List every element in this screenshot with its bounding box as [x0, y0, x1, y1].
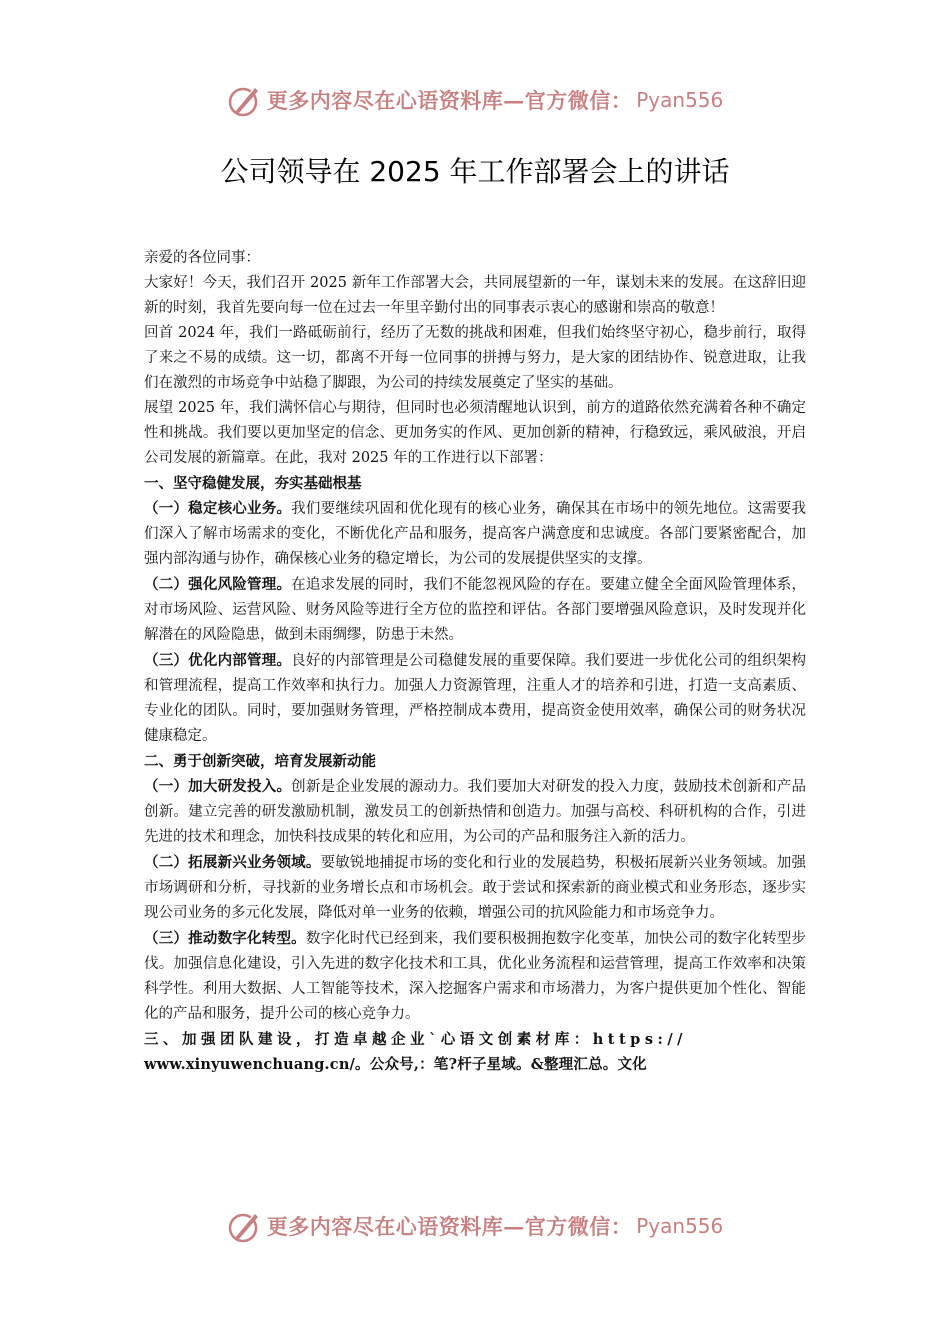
list-item — [144, 850, 806, 926]
item-text: 要敏锐地捕捉市场的变化和行业的发展趋势，积极拓展新兴业务领域。加强市场调研和分析，寻找新的业务增长点和市场机会。敢于尝试和探索新的商业模式和业务形态，逐步实现公司业务的多元化发展，降低对单一业务的依赖，增强公司的抗风险能力和市场竞争力。 — [144, 855, 806, 921]
footer-banner — [0, 1208, 950, 1248]
quill-pen-icon — [227, 1208, 263, 1244]
quill-pen-icon — [227, 82, 263, 118]
list-item — [144, 926, 806, 1027]
item-label: （三）优化内部管理。 — [144, 652, 292, 669]
section-heading: 一、坚守稳健发展，夯实基础根基 — [144, 475, 362, 492]
item-label: （二）拓展新兴业务领域。 — [144, 854, 321, 871]
header-banner — [0, 82, 950, 122]
list-item — [144, 496, 806, 572]
list-item — [144, 572, 806, 648]
document-body — [144, 246, 806, 1077]
item-text: 良好的内部管理是公司稳健发展的重要保障。我们要进一步优化公司的组织架构和管理流程，提高工作效率和执行力。加强人力资源管理，注重人才的培养和引进，打造一支高素质、专业化的团队。同时，要加强财务管理，严格控制成本费用，提高资金使用效率，确保公司的财务状况健康稳定。 — [144, 653, 807, 744]
banner-wechat-id: Pyan556 — [636, 88, 724, 112]
banner-wechat-id: Pyan556 — [636, 1214, 724, 1238]
greeting: 亲爱的各位同事： — [144, 250, 260, 266]
paragraph-opening: 大家好！今天，我们召开 2025 新年工作部署大会，共同展望新的一年，谋划未来的发展。在这辞旧迎新的时刻，我首先要向每一位在过去一年里辛勤付出的同事表示衷心的感谢和崇高的敬意！ — [144, 275, 806, 316]
section-heading: 二、勇于创新突破，培育发展新动能 — [144, 753, 376, 770]
item-text: 数字化时代已经到来，我们要积极拥抱数字化变革，加快公司的数字化转型步伐。加强信息化建设，引入先进的数字化技术和工具，优化业务流程和运营管理，提高工作效率和决策科学性。利用大数据、人工智能等技术，深入挖掘客户需求和市场潜力，为客户提供更加个性化、智能化的产品和服务，提升公司的核心竞争力。 — [144, 931, 806, 1022]
item-label: （三）推动数字化转型。 — [144, 930, 306, 947]
item-text: 我们要继续巩固和优化现有的核心业务，确保其在市场中的领先地位。这需要我们深入了解市场需求的变化，不断优化产品和服务，提高客户满意度和忠诚度。各部门要紧密配合，加强内部沟通与协作，确保核心业务的稳定增长，为公司的发展提供坚实的支撑。 — [144, 501, 807, 567]
item-text: 在追求发展的同时，我们不能忽视风险的存在。要建立健全全面风险管理体系，对市场风险、运营风险、财务风险等进行全方位的监控和评估。各部门要增强风险意识，及时发现并化解潜在的风险隐患，做到未雨绸缪，防患于未然。 — [144, 577, 807, 643]
item-label: （一）加大研发投入。 — [144, 778, 292, 795]
item-label: （二）强化风险管理。 — [144, 576, 292, 593]
list-item — [144, 774, 806, 850]
section-heading-watermark: 三、加强团队建设，打造卓越企业`心语文创素材库：https:// — [144, 1031, 687, 1048]
watermark-line: www.xinyuwenchuang.cn/。公众号,：笔?杆子星域。&整理汇总。文化 — [144, 1056, 647, 1073]
page-title: 公司领导在 2025 年工作部署会上的讲话 — [220, 155, 730, 188]
banner-text: 更多内容尽在心语资料库—官方微信： — [266, 88, 633, 113]
banner-text: 更多内容尽在心语资料库—官方微信： — [266, 1214, 633, 1239]
paragraph-outlook: 展望 2025 年，我们满怀信心与期待，但同时也必须清醒地认识到，前方的道路依然充满着各种不确定性和挑战。我们要以更加坚定的信念、更加务实的作风、更加创新的精神，行稳致远，乘风破浪，开启公司发展的新篇章。在此，我对 2025 年的工作进行以下部署： — [144, 400, 806, 466]
item-text: 创新是企业发展的源动力。我们要加大对研发的投入力度，鼓励技术创新和产品创新。建立完善的研发激励机制，激发员工的创新热情和创造力。加强与高校、科研机构的合作，引进先进的技术和理念，加快科技成果的转化和应用，为公司的产品和服务注入新的活力。 — [144, 779, 807, 845]
item-label: （一）稳定核心业务。 — [144, 500, 292, 517]
list-item — [144, 648, 806, 749]
paragraph-review: 回首 2024 年，我们一路砥砺前行，经历了无数的挑战和困难，但我们始终坚守初心，稳步前行，取得了来之不易的成绩。这一切，都离不开每一位同事的拼搏与努力，是大家的团结协作、锐意进取，让我们在激烈的市场竞争中站稳了脚跟，为公司的持续发展奠定了坚实的基础。 — [144, 325, 806, 391]
